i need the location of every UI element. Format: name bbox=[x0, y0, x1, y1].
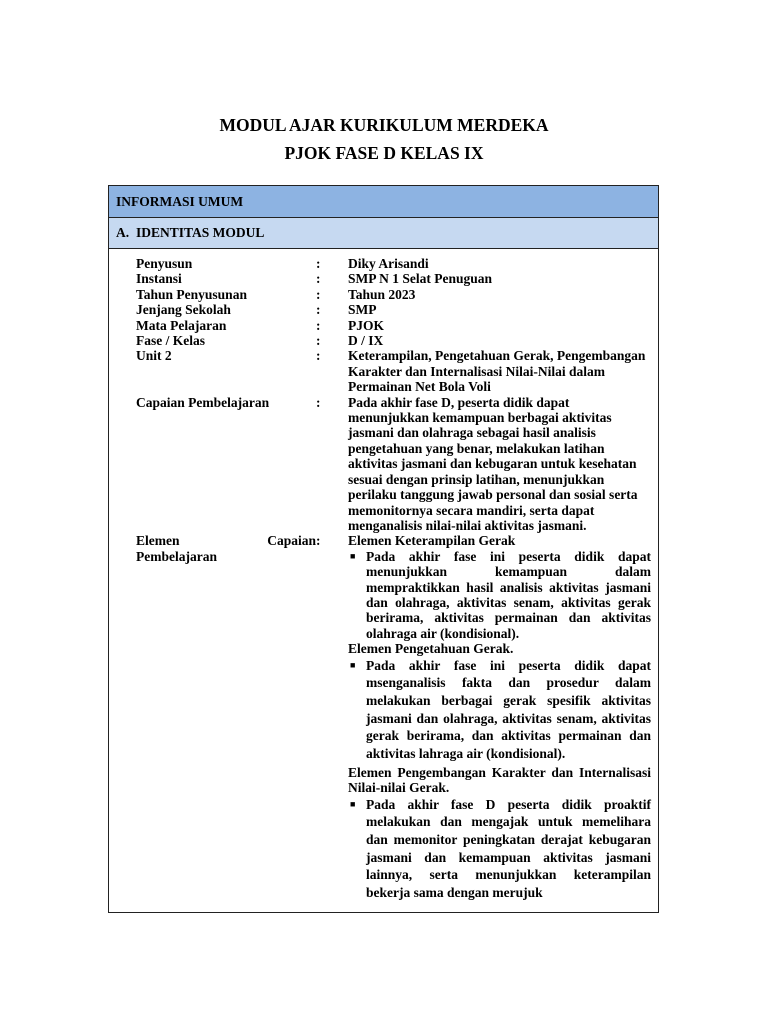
field-row-tahun bbox=[109, 287, 658, 302]
field-row-mapel bbox=[109, 318, 658, 333]
field-row-fase bbox=[109, 333, 658, 348]
field-label: Jenjang Sekolah bbox=[136, 302, 231, 318]
elemen-label-word-2: Capaian bbox=[267, 533, 316, 549]
section-header: INFORMASI UMUM bbox=[109, 186, 658, 218]
field-colon: : bbox=[316, 394, 321, 410]
field-value: SMP bbox=[348, 302, 377, 318]
elemen-bullet-text: Pada akhir fase D peserta didik proaktif melakukan dan mengajak untuk memelihara dan memonitor peningkatan derajat kebugaran jasmani dan kemampuan aktivitas jasmani lainnya, serta menunjukkan keterampilan bekerja sama dengan merujuk bbox=[366, 796, 651, 901]
elemen-bullet-text: Pada akhir fase ini peserta didik dapat menunjukkan kemampuan dalam mempraktikkan hasil analisis aktivitas jasmani dan olahraga, aktivitas senam, aktivitas gerak berirama, aktivitas permainan dan aktivitas olahraga air (kondisional). bbox=[366, 548, 651, 641]
field-label: Penyusun bbox=[136, 256, 193, 271]
field-colon: : bbox=[316, 286, 321, 302]
field-value: Pada akhir fase D, peserta didik dapat menunjukkan kemampuan berbagai aktivitas jasmani dan olahraga sebagai hasil analisis pengetahuan yang benar, melakukan latihan aktivitas jasmani dan kebugaran untuk kesehatan sesuai dengan prinsip latihan, menunjukkan perilaku tanggung jawab personal dan sosial serta memonitornya secara mandiri, serta dapat menganalisis nilai-nilai aktivitas jasmani. bbox=[348, 394, 638, 533]
subsection-label: IDENTITAS MODUL bbox=[136, 225, 265, 240]
field-colon: : bbox=[316, 256, 321, 271]
title-line-2: PJOK FASE D KELAS IX bbox=[284, 143, 484, 163]
field-colon: : bbox=[316, 533, 321, 549]
identity-table bbox=[108, 185, 659, 913]
elemen-label-word-1: Elemen bbox=[136, 533, 180, 549]
field-row-elemen bbox=[109, 533, 658, 902]
elemen-bullet-text: Pada akhir fase ini peserta didik dapat msenganalisis fakta dan prosedur dalam melakukan berbagai gerak spesifik aktivitas jasmani dan olahraga, aktivitas senam, aktivitas gerak berirama, dan aktivitas permainan dan aktivitas lahraga air (kondisional). bbox=[366, 657, 651, 762]
field-label: Instansi bbox=[136, 271, 182, 287]
field-colon: : bbox=[316, 317, 321, 333]
field-row-jenjang bbox=[109, 302, 658, 317]
field-value: SMP N 1 Selat Penuguan bbox=[348, 271, 493, 287]
field-label bbox=[136, 533, 316, 902]
field-label: Mata Pelajaran bbox=[136, 317, 227, 333]
elemen-groups bbox=[348, 533, 651, 902]
title-line-1: MODUL AJAR KURIKULUM MERDEKA bbox=[219, 115, 549, 135]
field-colon: : bbox=[316, 333, 321, 349]
elemen-group-title: Elemen Keterampilan Gerak bbox=[348, 533, 516, 549]
field-colon: : bbox=[316, 271, 321, 287]
elemen-group-title: Elemen Pengembangan Karakter dan Internalisasi Nilai-nilai Gerak. bbox=[348, 764, 651, 796]
field-label: Fase / Kelas bbox=[136, 333, 205, 349]
field-value: Tahun 2023 bbox=[348, 286, 416, 302]
field-row-instansi bbox=[109, 271, 658, 286]
field-label: Tahun Penyusunan bbox=[136, 286, 247, 302]
field-colon: : bbox=[316, 302, 321, 318]
subsection-header bbox=[109, 218, 658, 249]
field-value: Keterampilan, Pengetahuan Gerak, Pengembangan Karakter dan Internalisasi Nilai-Nilai dalam Permainan Net Bola Voli bbox=[348, 348, 646, 395]
square-bullet-icon: ■ bbox=[350, 659, 356, 670]
elemen-label-word-3: Pembelajaran bbox=[136, 548, 217, 564]
elemen-bullet-item bbox=[348, 549, 651, 641]
elemen-bullet-item bbox=[348, 796, 651, 902]
field-value: D / IX bbox=[348, 333, 384, 349]
field-label: Capaian Pembelajaran bbox=[136, 394, 270, 410]
field-label: Unit 2 bbox=[136, 348, 172, 364]
elemen-bullet-item bbox=[348, 657, 651, 763]
square-bullet-icon: ■ bbox=[350, 798, 356, 809]
field-row-penyusun bbox=[109, 256, 658, 271]
identity-body bbox=[109, 249, 658, 902]
square-bullet-icon: ■ bbox=[350, 550, 356, 561]
field-row-unit bbox=[109, 348, 658, 394]
field-colon: : bbox=[316, 348, 321, 364]
field-value: Diky Arisandi bbox=[348, 256, 429, 271]
field-row-capaian bbox=[109, 395, 658, 534]
elemen-group-title: Elemen Pengetahuan Gerak. bbox=[348, 641, 514, 657]
document-title bbox=[0, 111, 768, 167]
field-value: PJOK bbox=[348, 317, 384, 333]
subsection-number: A. bbox=[116, 225, 130, 240]
